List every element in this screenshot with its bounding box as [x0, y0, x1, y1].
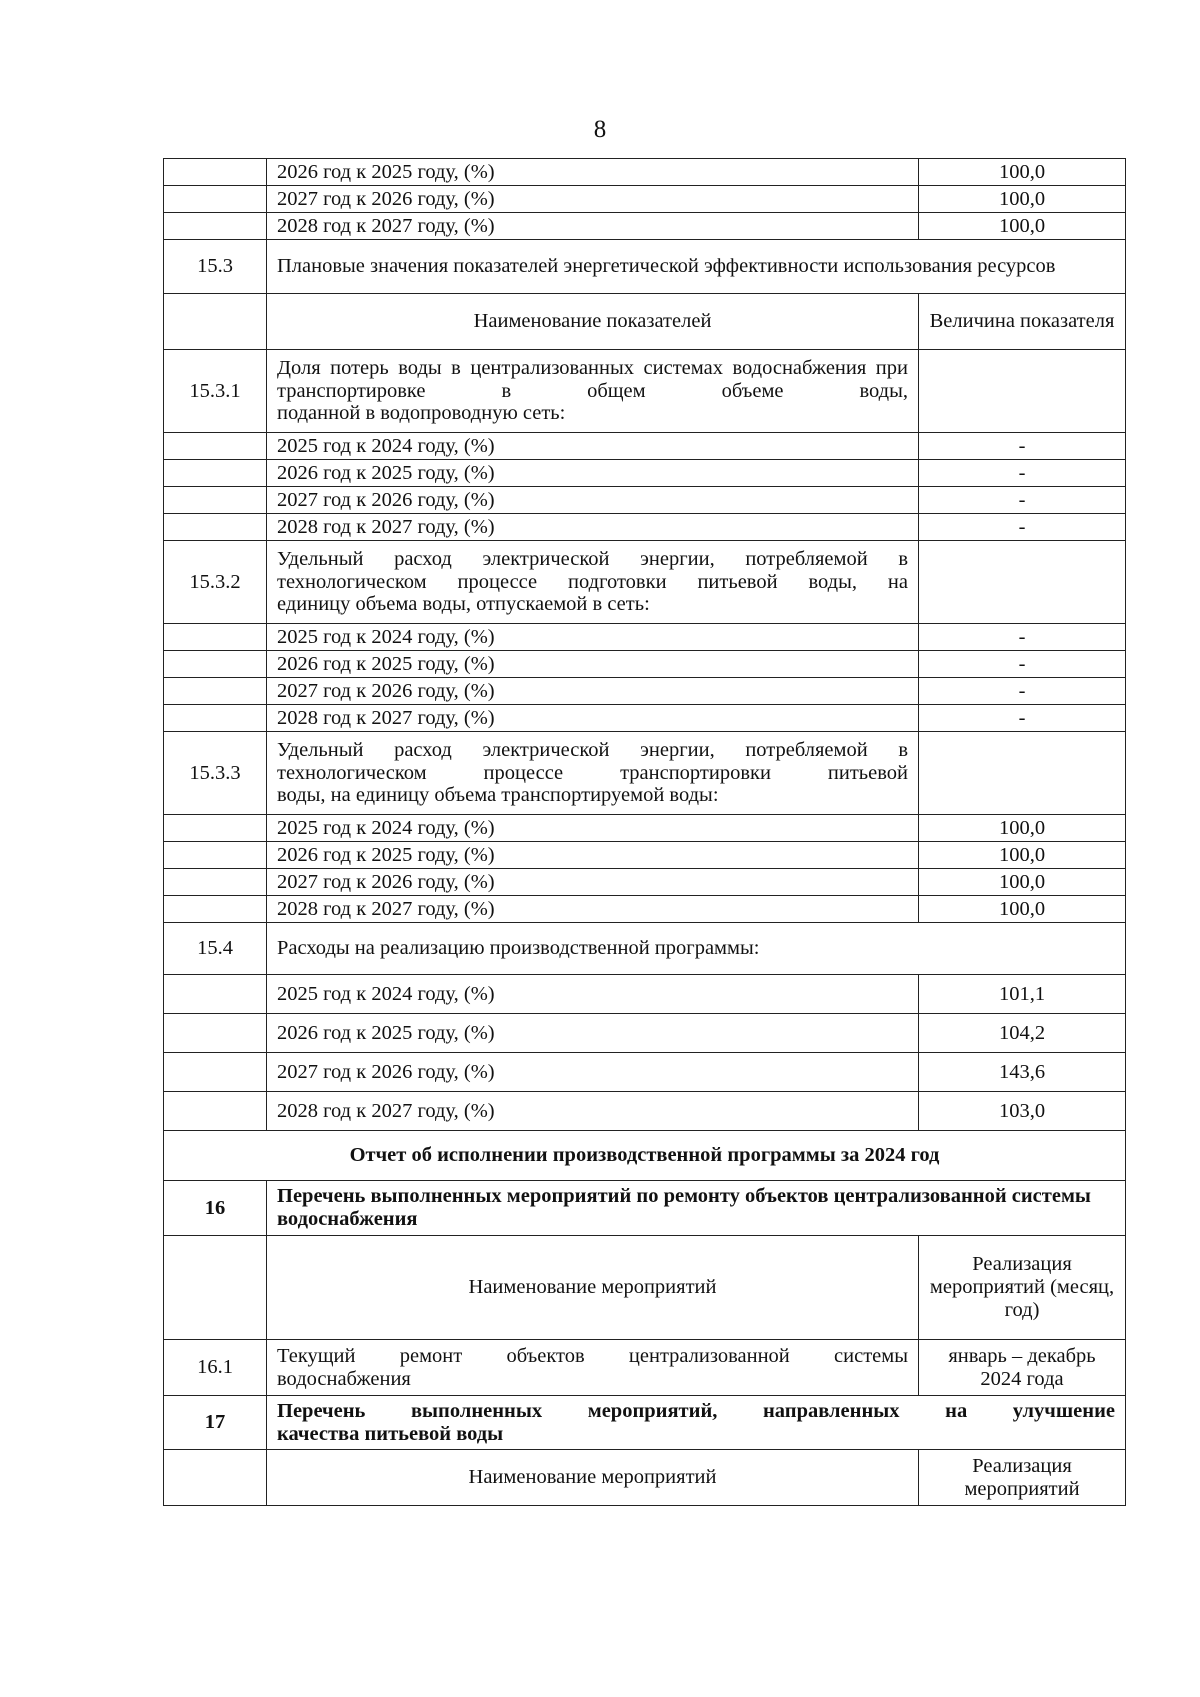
subsection-title-part: Удельный расход электрической энергии, потребляемой в технологическом процессе подготовки питьевой воды, на — [277, 547, 908, 593]
row-label: 2027 год к 2026 году, (%) — [267, 678, 919, 705]
table-row — [164, 487, 1126, 514]
row-number-cell — [164, 159, 267, 186]
row-number-cell — [164, 294, 267, 350]
subsection-title-part: Удельный расход электрической энергии, потребляемой в технологическом процессе транспортировки питьевой — [277, 738, 908, 784]
column-header-row — [164, 1450, 1126, 1506]
row-value: - — [919, 487, 1126, 514]
row-number-cell — [164, 975, 267, 1014]
row-value: 100,0 — [919, 213, 1126, 240]
table-row — [164, 1014, 1126, 1053]
row-label: 2028 год к 2027 году, (%) — [267, 1092, 919, 1131]
table-row — [164, 213, 1126, 240]
indicators-table — [163, 158, 1126, 1506]
row-value: 101,1 — [919, 975, 1126, 1014]
row-number-cell — [164, 433, 267, 460]
row-label: 2025 год к 2024 году, (%) — [267, 433, 919, 460]
row-value: 100,0 — [919, 842, 1126, 869]
section-number: 15.4 — [164, 923, 267, 975]
row-label: 2027 год к 2026 году, (%) — [267, 487, 919, 514]
section-header-row — [164, 1396, 1126, 1450]
row-label: 2028 год к 2027 году, (%) — [267, 705, 919, 732]
empty-value-cell — [919, 541, 1126, 624]
row-label: 2026 год к 2025 году, (%) — [267, 159, 919, 186]
row-number-cell — [164, 514, 267, 541]
row-number-cell — [164, 1236, 267, 1340]
section-title-part: Перечень выполненных мероприятий, направленных на улучшение — [277, 1399, 1115, 1422]
section-number: 16 — [164, 1181, 267, 1236]
section-title: Расходы на реализацию производственной программы: — [267, 923, 1126, 975]
row-label: 2027 год к 2026 году, (%) — [267, 186, 919, 213]
row-number-cell — [164, 186, 267, 213]
row-number-cell — [164, 1053, 267, 1092]
row-label: 2028 год к 2027 году, (%) — [267, 213, 919, 240]
column-header-name: Наименование мероприятий — [267, 1236, 919, 1340]
row-number-cell — [164, 1014, 267, 1053]
row-number-cell — [164, 869, 267, 896]
subsection-row — [164, 541, 1126, 624]
column-header-row — [164, 1236, 1126, 1340]
item-label-last-line: водоснабжения — [277, 1367, 411, 1390]
section-header-row — [164, 240, 1126, 294]
subsection-title — [267, 732, 919, 815]
row-number-cell — [164, 896, 267, 923]
row-value: - — [919, 678, 1126, 705]
column-header-row — [164, 294, 1126, 350]
row-label: 2026 год к 2025 году, (%) — [267, 651, 919, 678]
row-number-cell — [164, 705, 267, 732]
subsection-title-last-line: воды, на единицу объема транспортируемой воды: — [277, 784, 719, 807]
row-label: 2026 год к 2025 году, (%) — [267, 842, 919, 869]
row-value: - — [919, 624, 1126, 651]
table-row — [164, 433, 1126, 460]
row-value: - — [919, 460, 1126, 487]
column-header-name: Наименование показателей — [267, 294, 919, 350]
row-number-cell — [164, 678, 267, 705]
row-value: 100,0 — [919, 186, 1126, 213]
section-header-row — [164, 923, 1126, 975]
row-value: - — [919, 651, 1126, 678]
row-label: 2026 год к 2025 году, (%) — [267, 460, 919, 487]
table-row — [164, 460, 1126, 487]
table-row — [164, 159, 1126, 186]
row-number-cell — [164, 651, 267, 678]
row-value: 100,0 — [919, 159, 1126, 186]
page-number: 8 — [593, 116, 607, 143]
row-label: 2028 год к 2027 году, (%) — [267, 514, 919, 541]
subsection-title — [267, 350, 919, 433]
table-row — [164, 705, 1126, 732]
table-row — [164, 815, 1126, 842]
subsection-number: 15.3.3 — [164, 732, 267, 815]
subsection-number: 15.3.1 — [164, 350, 267, 433]
report-title: Отчет об исполнении производственной программы за 2024 год — [164, 1131, 1126, 1181]
column-header-value: Реализация мероприятий (месяц, год) — [919, 1236, 1126, 1340]
section-title — [267, 1396, 1126, 1450]
column-header-name: Наименование мероприятий — [267, 1450, 919, 1506]
section-title: Плановые значения показателей энергетической эффективности использования ресурсов — [267, 240, 1126, 294]
row-number-cell — [164, 1450, 267, 1506]
column-header-value: Реализация мероприятий — [919, 1450, 1126, 1506]
table-row — [164, 624, 1126, 651]
row-value: 143,6 — [919, 1053, 1126, 1092]
table-row — [164, 514, 1126, 541]
section-number: 15.3 — [164, 240, 267, 294]
row-label: 2026 год к 2025 году, (%) — [267, 1014, 919, 1053]
table-row — [164, 1053, 1126, 1092]
section-title-last-line: качества питьевой воды — [277, 1422, 504, 1445]
empty-value-cell — [919, 350, 1126, 433]
row-number-cell — [164, 624, 267, 651]
row-value: 103,0 — [919, 1092, 1126, 1131]
item-number: 16.1 — [164, 1340, 267, 1396]
row-value: - — [919, 433, 1126, 460]
subsection-title-last-line: единицу объема воды, отпускаемой в сеть: — [277, 593, 650, 616]
section-title: Перечень выполненных мероприятий по ремонту объектов централизованной системы водоснабжения — [267, 1181, 1126, 1236]
subsection-row — [164, 732, 1126, 815]
table-row — [164, 869, 1126, 896]
row-number-cell — [164, 842, 267, 869]
row-label: 2025 год к 2024 году, (%) — [267, 815, 919, 842]
row-value: - — [919, 514, 1126, 541]
row-label: 2027 год к 2026 году, (%) — [267, 1053, 919, 1092]
item-label-part: Текущий ремонт объектов централизованной системы — [277, 1344, 908, 1367]
section-header-row — [164, 1181, 1126, 1236]
row-label: 2025 год к 2024 году, (%) — [267, 975, 919, 1014]
row-label: 2027 год к 2026 году, (%) — [267, 869, 919, 896]
table-row — [164, 975, 1126, 1014]
item-value: январь – декабрь 2024 года — [919, 1340, 1126, 1396]
section-number: 17 — [164, 1396, 267, 1450]
subsection-row — [164, 350, 1126, 433]
row-value: 104,2 — [919, 1014, 1126, 1053]
row-number-cell — [164, 213, 267, 240]
row-number-cell — [164, 815, 267, 842]
item-label — [267, 1340, 919, 1396]
row-value: 100,0 — [919, 896, 1126, 923]
row-number-cell — [164, 460, 267, 487]
subsection-title-part: Доля потерь воды в централизованных системах водоснабжения при транспортировке в общем объеме воды, — [277, 356, 908, 402]
column-header-value: Величина показателя — [919, 294, 1126, 350]
row-value: 100,0 — [919, 869, 1126, 896]
row-label: 2025 год к 2024 году, (%) — [267, 624, 919, 651]
row-label: 2028 год к 2027 году, (%) — [267, 896, 919, 923]
table-row — [164, 678, 1126, 705]
table-row — [164, 1340, 1126, 1396]
subsection-title — [267, 541, 919, 624]
row-number-cell — [164, 487, 267, 514]
table-row — [164, 1092, 1126, 1131]
table-row — [164, 651, 1126, 678]
row-value: - — [919, 705, 1126, 732]
subsection-number: 15.3.2 — [164, 541, 267, 624]
row-value: 100,0 — [919, 815, 1126, 842]
table-row — [164, 842, 1126, 869]
report-title-row — [164, 1131, 1126, 1181]
empty-value-cell — [919, 732, 1126, 815]
row-number-cell — [164, 1092, 267, 1131]
table-row — [164, 186, 1126, 213]
subsection-title-last-line: поданной в водопроводную сеть: — [277, 402, 566, 425]
table-row — [164, 896, 1126, 923]
